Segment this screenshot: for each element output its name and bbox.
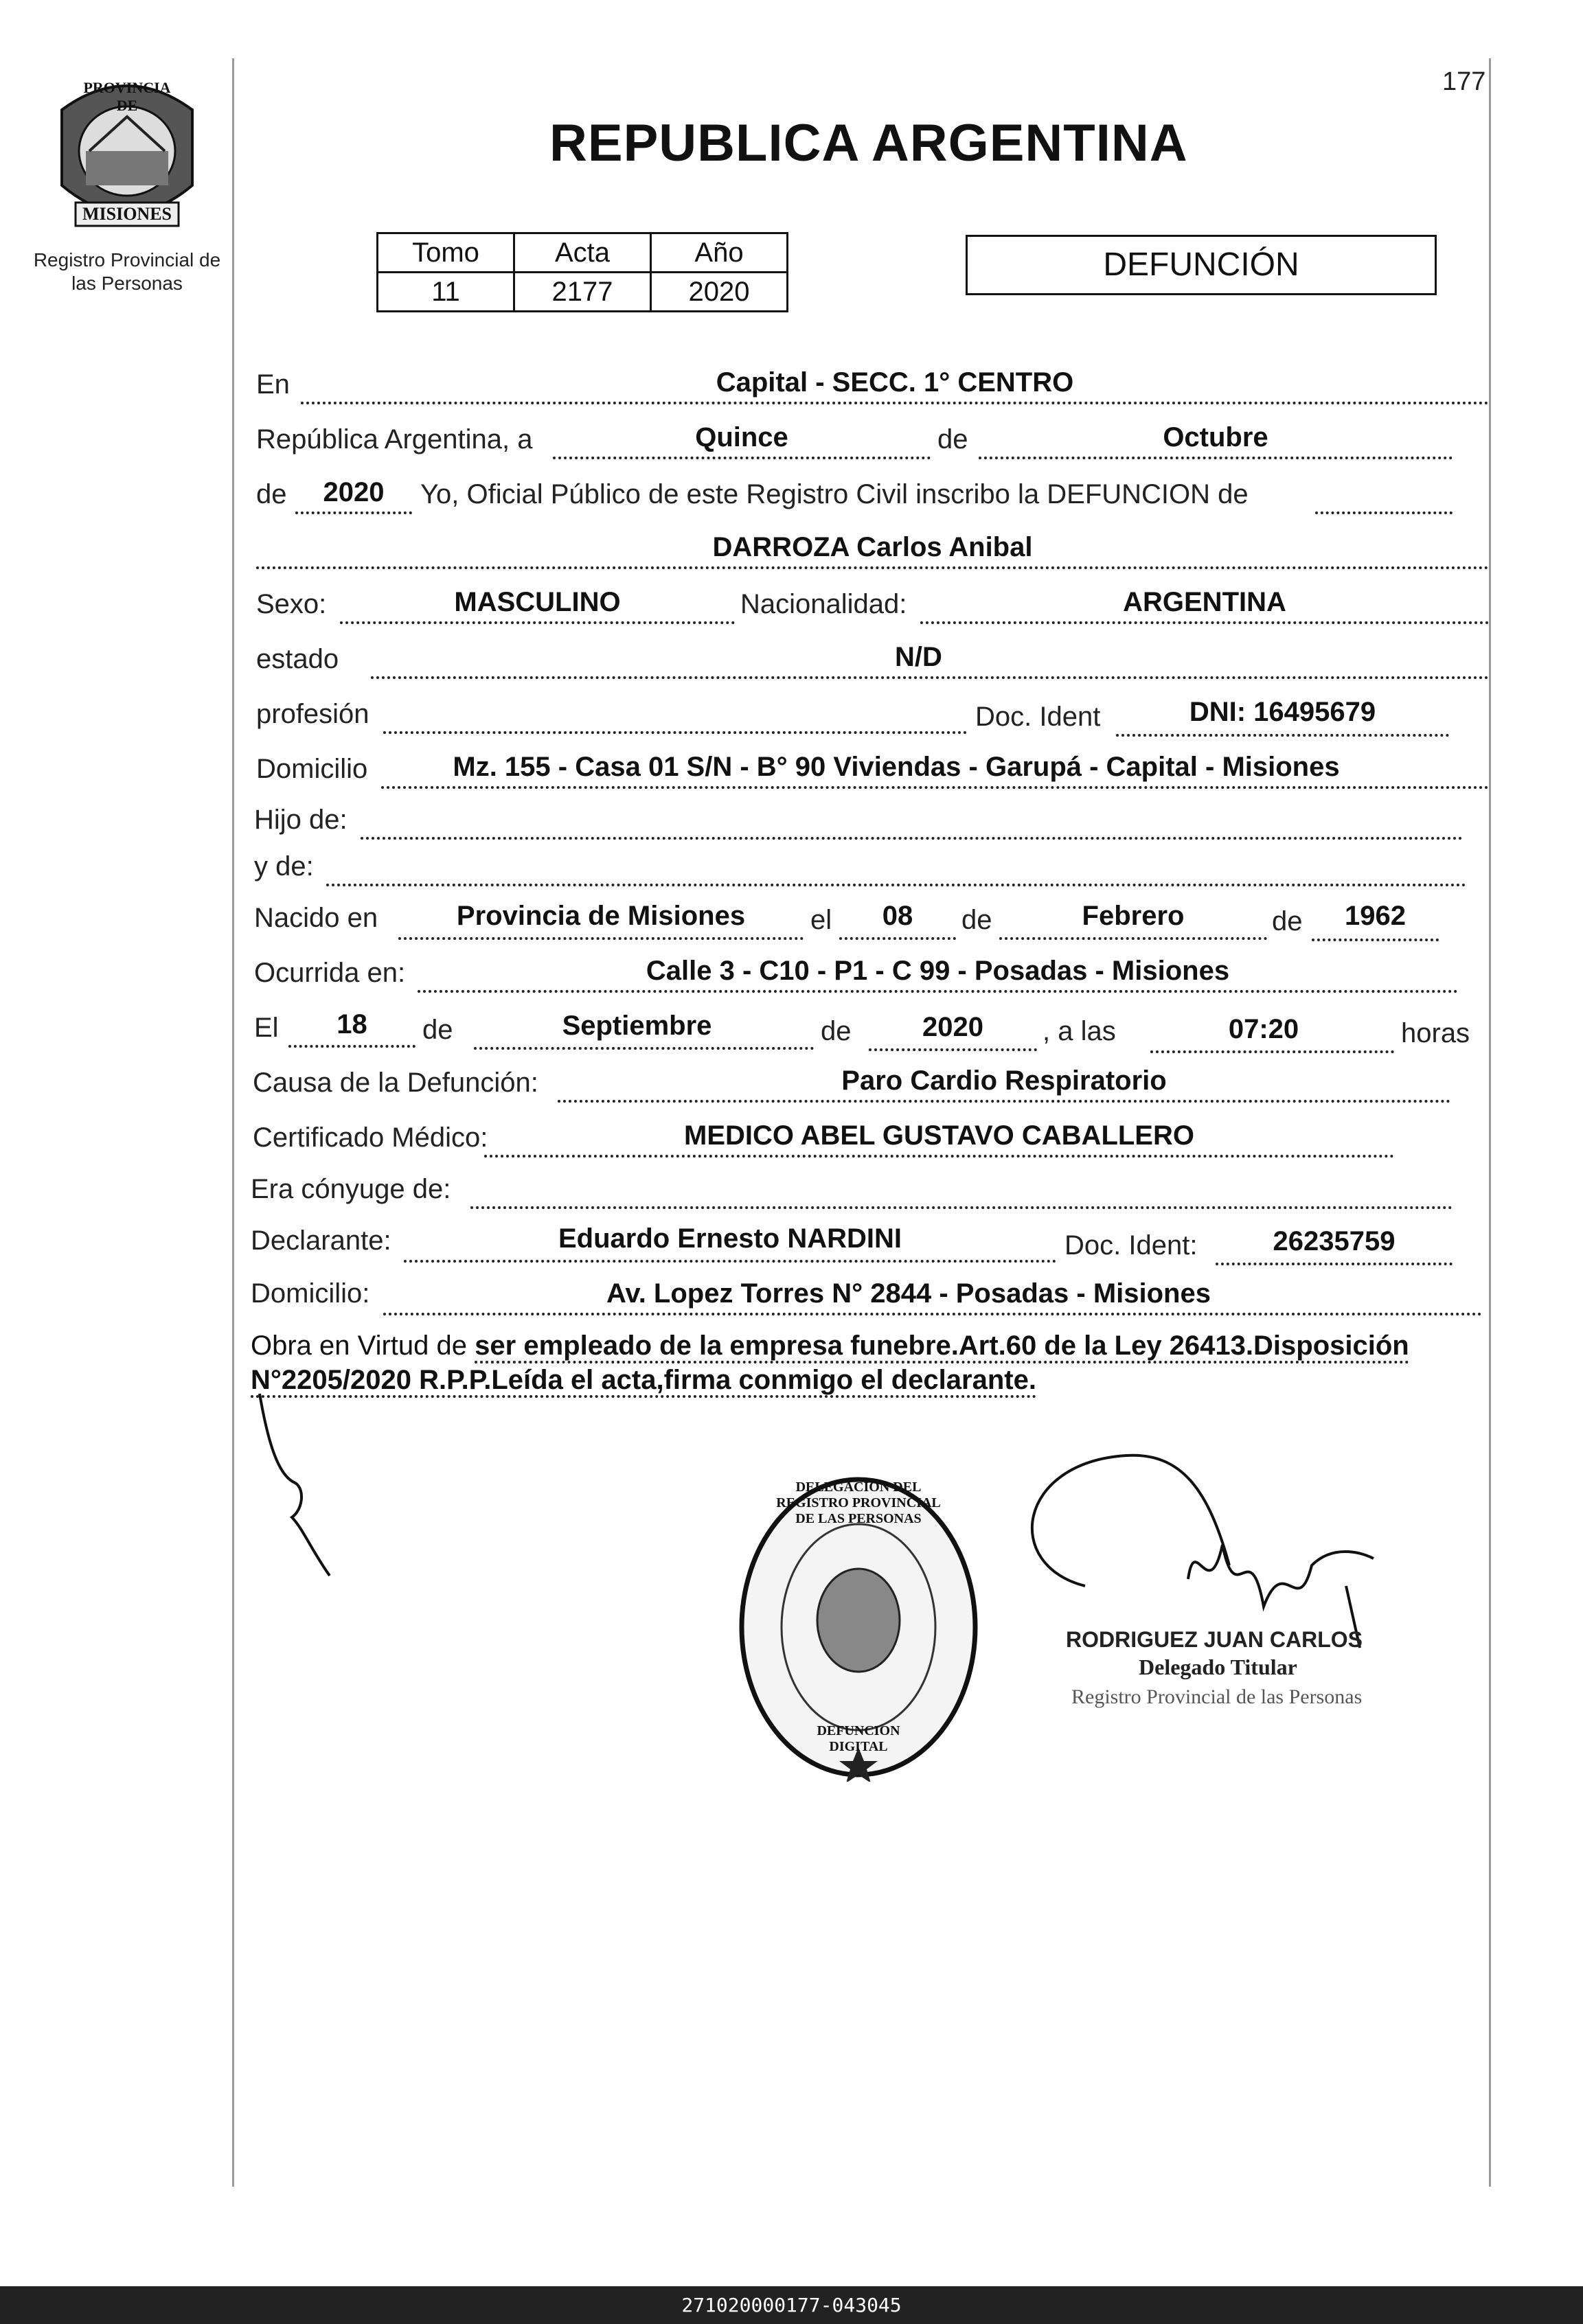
record-type-box: DEFUNCIÓN bbox=[966, 235, 1437, 295]
logo-text-top: PROVINCIA DE bbox=[83, 79, 171, 114]
anio-header: Año bbox=[651, 233, 788, 273]
value-fallec-hora: 07:20 bbox=[1228, 1014, 1299, 1044]
label-domicilio: Domicilio bbox=[256, 754, 368, 784]
value-dia-inscripcion: Quince bbox=[695, 422, 788, 452]
line-estado bbox=[371, 676, 1489, 679]
label-estado: estado bbox=[256, 644, 339, 674]
obra-line2: N°2205/2020 R.P.P.Leída el acta,firma conmigo el declarante. bbox=[251, 1365, 1036, 1398]
label-horas: horas bbox=[1401, 1018, 1470, 1048]
line-domicilio bbox=[381, 786, 1489, 789]
label-ocurrida-en: Ocurrida en: bbox=[254, 958, 406, 988]
line-fallec-mes bbox=[474, 1047, 814, 1050]
label-el-cap: El bbox=[254, 1013, 279, 1043]
declarant-signature-mark bbox=[254, 1380, 337, 1586]
value-nacido-anio: 1962 bbox=[1345, 901, 1406, 931]
label-doc-ident-2: Doc. Ident: bbox=[1064, 1230, 1198, 1261]
anio-value: 2020 bbox=[651, 273, 788, 312]
stamp-inner-text: DEFUNCION DIGITAL bbox=[817, 1723, 900, 1754]
record-table-header-row bbox=[378, 233, 788, 273]
registry-caption-line2: las Personas bbox=[71, 273, 183, 294]
left-margin-line bbox=[232, 58, 234, 2187]
label-de-5: de bbox=[422, 1015, 453, 1045]
line-lugar bbox=[301, 402, 1489, 404]
label-profesion: profesión bbox=[256, 699, 369, 729]
line-fallec-anio bbox=[869, 1048, 1037, 1051]
line-mes-inscripcion bbox=[979, 457, 1453, 459]
signatory-name: RODRIGUEZ JUAN CARLOS bbox=[1066, 1627, 1363, 1652]
value-causa: Paro Cardio Respiratorio bbox=[841, 1066, 1167, 1096]
label-sexo: Sexo: bbox=[256, 589, 327, 619]
label-causa: Causa de la Defunción: bbox=[253, 1068, 538, 1098]
line-y-de bbox=[326, 884, 1466, 886]
right-margin-line bbox=[1489, 58, 1491, 2187]
value-nacido-en: Provincia de Misiones bbox=[456, 901, 746, 931]
logo-text-bottom: MISIONES bbox=[82, 204, 172, 224]
value-nombre: DARROZA Carlos Anibal bbox=[712, 532, 1033, 562]
label-de-4: de bbox=[1272, 906, 1303, 936]
label-nacionalidad: Nacionalidad: bbox=[740, 589, 907, 619]
line-profesion bbox=[383, 731, 967, 734]
line-nacido-mes bbox=[999, 937, 1267, 940]
tomo-value: 11 bbox=[378, 273, 514, 312]
label-yo: Yo, Oficial Público de este Registro Civil inscribo la DEFUNCION de bbox=[420, 479, 1249, 509]
registry-caption bbox=[21, 249, 234, 295]
official-stamp bbox=[735, 1473, 982, 1782]
value-nacido-mes: Febrero bbox=[1082, 901, 1185, 931]
line-ocurrida-en bbox=[418, 990, 1458, 993]
label-en: En bbox=[256, 369, 290, 400]
line-declarante bbox=[404, 1260, 1056, 1263]
line-dia-inscripcion bbox=[553, 457, 931, 459]
value-doc-ident: DNI: 16495679 bbox=[1189, 697, 1376, 727]
line-certificado bbox=[484, 1155, 1394, 1158]
signatory-org: Registro Provincial de las Personas bbox=[1071, 1686, 1363, 1708]
value-anio-inscripcion: 2020 bbox=[323, 477, 385, 507]
line-hijo-de bbox=[361, 837, 1463, 840]
page-number: 177 bbox=[1442, 67, 1486, 96]
label-de-6: de bbox=[821, 1016, 852, 1046]
line-doc-ident bbox=[1116, 734, 1449, 737]
line-fallec-dia bbox=[288, 1045, 415, 1048]
value-declarante: Eduardo Ernesto NARDINI bbox=[558, 1223, 902, 1254]
line-nombre bbox=[256, 566, 1489, 569]
stamp-text: DELEGACION DEL REGISTRO PROVINCIAL DE LAS PERSONAS bbox=[776, 1480, 941, 1526]
value-lugar: Capital - SECC. 1° CENTRO bbox=[716, 367, 1074, 398]
label-de-1: de bbox=[937, 424, 968, 455]
obra-line1: ser empleado de la empresa funebre.Art.60 de la Ley 26413.Disposición bbox=[475, 1331, 1409, 1364]
footer-code: 271020000177-043045 bbox=[0, 2286, 1583, 2324]
label-y-de: y de: bbox=[254, 851, 314, 882]
label-nacido-en: Nacido en bbox=[254, 903, 378, 933]
line-anio-inscripcion bbox=[295, 511, 412, 514]
line-nacido-en bbox=[398, 937, 804, 940]
label-hijo-de: Hijo de: bbox=[254, 805, 348, 835]
value-certificado: MEDICO ABEL GUSTAVO CABALLERO bbox=[684, 1120, 1194, 1151]
label-conyuge: Era cónyuge de: bbox=[251, 1174, 451, 1204]
registry-caption-line1: Registro Provincial de bbox=[33, 249, 221, 271]
value-fallec-mes: Septiembre bbox=[562, 1011, 712, 1041]
tomo-header: Tomo bbox=[378, 233, 514, 273]
line-declarante-domicilio bbox=[383, 1313, 1482, 1315]
label-a-las: , a las bbox=[1043, 1016, 1116, 1046]
country-title: REPUBLICA ARGENTINA bbox=[549, 114, 1188, 172]
line-sexo bbox=[340, 621, 735, 624]
line-declarante-doc bbox=[1216, 1263, 1453, 1265]
acta-value: 2177 bbox=[514, 273, 651, 312]
label-de-2: de bbox=[256, 479, 287, 509]
value-estado: N/D bbox=[895, 642, 942, 672]
label-domicilio-2: Domicilio: bbox=[251, 1278, 370, 1309]
label-certificado: Certificado Médico: bbox=[253, 1123, 488, 1153]
value-mes-inscripcion: Octubre bbox=[1163, 422, 1268, 452]
record-table-value-row bbox=[378, 273, 788, 312]
value-fallec-dia: 18 bbox=[337, 1009, 367, 1039]
line-causa bbox=[558, 1100, 1450, 1103]
label-declarante: Declarante: bbox=[251, 1226, 391, 1256]
signatory-role: Delegado Titular bbox=[1139, 1655, 1297, 1679]
record-table bbox=[376, 232, 788, 312]
value-fallec-anio: 2020 bbox=[922, 1012, 983, 1042]
obra-en-virtud bbox=[251, 1328, 1487, 1397]
label-doc-ident: Doc. Ident bbox=[975, 702, 1101, 732]
obra-prefix: Obra en Virtud de bbox=[251, 1331, 468, 1361]
value-declarante-domicilio: Av. Lopez Torres N° 2844 - Posadas - Misiones bbox=[606, 1278, 1211, 1309]
value-sexo: MASCULINO bbox=[454, 587, 621, 617]
province-logo bbox=[48, 69, 206, 240]
line-yo-end bbox=[1315, 511, 1453, 514]
label-de-3: de bbox=[961, 905, 992, 935]
line-fallec-hora bbox=[1150, 1050, 1394, 1053]
line-conyuge bbox=[470, 1206, 1453, 1209]
line-nacionalidad bbox=[920, 621, 1489, 624]
line-nacido-dia bbox=[839, 937, 956, 940]
value-nacionalidad: ARGENTINA bbox=[1123, 587, 1286, 617]
label-el: el bbox=[810, 905, 832, 935]
label-republica: República Argentina, a bbox=[256, 424, 533, 455]
value-domicilio: Mz. 155 - Casa 01 S/N - B° 90 Viviendas - Garupá - Capital - Misiones bbox=[453, 752, 1340, 782]
value-ocurrida-en: Calle 3 - C10 - P1 - C 99 - Posadas - Misiones bbox=[646, 956, 1230, 986]
acta-header: Acta bbox=[514, 233, 651, 273]
value-nacido-dia: 08 bbox=[882, 901, 913, 931]
value-declarante-doc: 26235759 bbox=[1273, 1226, 1396, 1256]
line-nacido-anio bbox=[1312, 939, 1439, 941]
